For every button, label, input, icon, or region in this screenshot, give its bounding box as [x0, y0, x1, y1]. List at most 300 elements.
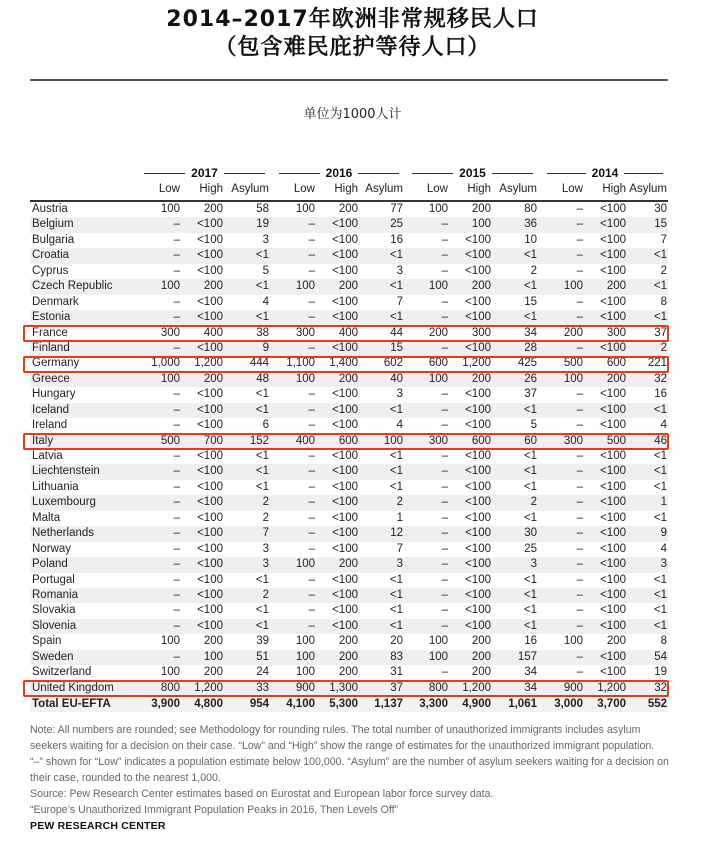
year-label: 2015 — [459, 166, 486, 180]
cell-2017-asylum: <1 — [255, 573, 269, 586]
cell-2014-asylum: 54 — [654, 650, 667, 663]
cell-2017-asylum: 38 — [256, 326, 269, 339]
cell-2014-low: 100 — [563, 372, 583, 385]
cell-2016-low: – — [308, 604, 315, 617]
cell-2016-low: – — [308, 218, 315, 231]
cell-2016-low: – — [308, 403, 315, 416]
cell-2017-asylum: 58 — [256, 203, 269, 215]
cell-2016-high: 1,400 — [329, 357, 358, 370]
column-header-low: Low — [426, 183, 448, 195]
cell-2015-low: – — [441, 480, 448, 493]
cell-2016-high: <100 — [332, 480, 358, 493]
cell-2014-high: <100 — [600, 388, 626, 401]
table-row — [30, 665, 668, 680]
table-row — [30, 356, 668, 371]
cell-2014-high: <100 — [600, 249, 626, 262]
cell-2017-high: 200 — [203, 280, 223, 293]
cell-2016-low: – — [308, 511, 315, 524]
cell-2017-low: – — [173, 419, 180, 432]
cell-2016-low: 4,100 — [286, 698, 315, 710]
title-line-1: 2014–2017年欧洲非常规移民人口 — [166, 7, 539, 32]
cell-2017-low: – — [173, 403, 180, 416]
cell-2016-low: 100 — [295, 203, 315, 215]
cell-2016-asylum: <1 — [389, 573, 403, 586]
cell-2017-high: <100 — [197, 588, 223, 601]
cell-2017-asylum: <1 — [255, 619, 269, 632]
cell-2014-asylum: <1 — [653, 573, 667, 586]
country-name: United Kingdom — [32, 681, 114, 694]
cell-2016-asylum: 16 — [390, 233, 403, 246]
cell-2016-low: – — [308, 573, 315, 586]
cell-2017-high: 1,200 — [194, 681, 223, 694]
cell-2015-asylum: <1 — [523, 511, 537, 524]
cell-2017-low: – — [173, 496, 180, 509]
country-name: Finland — [32, 341, 70, 354]
cell-2015-asylum: <1 — [523, 465, 537, 478]
cell-2014-asylum: 4 — [660, 419, 667, 432]
report-title: “Europe’s Unauthorized Immigrant Population Peaks in 2016, Then Levels Off” — [30, 804, 399, 816]
cell-2016-low: – — [308, 588, 315, 601]
cell-2016-low: 100 — [295, 666, 315, 679]
cell-2015-high: 100 — [471, 218, 491, 231]
cell-2016-low: – — [308, 388, 315, 401]
cell-2014-asylum: 30 — [654, 203, 667, 215]
cell-2014-high: <100 — [600, 619, 626, 632]
cell-2017-asylum: <1 — [255, 604, 269, 617]
cell-2015-high: 200 — [471, 666, 491, 679]
cell-2015-asylum: 80 — [524, 203, 537, 215]
table-row — [30, 557, 668, 572]
cell-2017-low: – — [173, 311, 180, 324]
cell-2014-high: <100 — [600, 542, 626, 555]
cell-2014-high: <100 — [600, 419, 626, 432]
cell-2017-high: 400 — [203, 326, 223, 339]
cell-2016-low: – — [308, 419, 315, 432]
year-header-2014 — [541, 164, 669, 182]
cell-2014-asylum: 7 — [660, 233, 667, 246]
table-row — [30, 650, 668, 665]
cell-2016-low: – — [308, 264, 315, 277]
cell-2016-asylum: 1 — [396, 511, 403, 524]
country-name: Estonia — [32, 311, 71, 324]
country-name: Italy — [32, 434, 54, 447]
column-header-low: Low — [293, 183, 315, 195]
cell-2016-asylum: <1 — [389, 619, 403, 632]
cell-2016-low: 400 — [295, 434, 315, 447]
cell-2014-high: 1,200 — [597, 681, 626, 694]
column-header-asylum: Asylum — [365, 183, 403, 195]
cell-2015-asylum: <1 — [523, 480, 537, 493]
cell-2016-high: 200 — [338, 650, 358, 663]
cell-2015-asylum: <1 — [523, 280, 537, 293]
cell-2016-high: <100 — [332, 542, 358, 555]
cell-2016-low: 300 — [295, 326, 315, 339]
table-row — [30, 387, 668, 402]
cell-2014-high: <100 — [600, 403, 626, 416]
table-row — [30, 295, 668, 310]
cell-2014-low: – — [576, 511, 583, 524]
cell-2015-low: – — [441, 218, 448, 231]
cell-2016-asylum: 83 — [390, 650, 403, 663]
cell-2014-high: <100 — [600, 218, 626, 231]
cell-2016-high: 400 — [338, 326, 358, 339]
country-name: Total EU-EFTA — [32, 698, 111, 710]
table-row — [30, 279, 668, 294]
cell-2014-low: 3,000 — [554, 698, 583, 710]
cell-2017-low: – — [173, 604, 180, 617]
cell-2014-low: – — [576, 403, 583, 416]
cell-2017-high: <100 — [197, 558, 223, 571]
immigration-table — [30, 164, 668, 712]
cell-2016-high: 200 — [338, 635, 358, 648]
cell-2015-asylum: 1,061 — [508, 698, 537, 710]
cell-2014-high: <100 — [600, 480, 626, 493]
cell-2016-high: 5,300 — [329, 698, 358, 710]
cell-2015-low: – — [441, 542, 448, 555]
country-name: Belgium — [32, 218, 74, 231]
cell-2015-asylum: 36 — [524, 218, 537, 231]
cell-2016-low: – — [308, 496, 315, 509]
cell-2015-high: 200 — [471, 650, 491, 663]
cell-2016-asylum: 31 — [390, 666, 403, 679]
country-name: France — [32, 326, 68, 339]
cell-2016-low: – — [308, 311, 315, 324]
cell-2014-high: 500 — [606, 434, 626, 447]
header-rule — [224, 173, 265, 174]
brand-label: PEW RESEARCH CENTER — [30, 820, 166, 832]
cell-2017-low: – — [173, 450, 180, 462]
cell-2015-asylum: <1 — [523, 450, 537, 462]
cell-2017-high: <100 — [197, 264, 223, 277]
cell-2016-asylum: <1 — [389, 480, 403, 493]
cell-2015-low: – — [441, 403, 448, 416]
cell-2017-low: 3,900 — [151, 698, 180, 710]
column-header-high: High — [199, 183, 223, 195]
cell-2015-low: – — [441, 311, 448, 324]
cell-2015-high: <100 — [465, 249, 491, 262]
country-name: Hungary — [32, 388, 76, 401]
cell-2017-high: <100 — [197, 619, 223, 632]
cell-2016-low: 100 — [295, 635, 315, 648]
cell-2017-low: – — [173, 249, 180, 262]
cell-2017-low: – — [173, 480, 180, 493]
cell-2016-asylum: 25 — [390, 218, 403, 231]
cell-2014-asylum: 16 — [654, 388, 667, 401]
cell-2016-asylum: 20 — [390, 635, 403, 648]
cell-2014-low: 900 — [563, 681, 583, 694]
cell-2015-low: – — [441, 465, 448, 478]
table-row — [30, 634, 668, 649]
cell-2017-high: 200 — [203, 203, 223, 215]
cell-2016-high: <100 — [332, 465, 358, 478]
cell-2016-high: <100 — [332, 588, 358, 601]
cell-2017-high: 200 — [203, 372, 223, 385]
cell-2016-asylum: <1 — [389, 465, 403, 478]
cell-2015-low: – — [441, 573, 448, 586]
cell-2017-high: 200 — [203, 635, 223, 648]
cell-2014-high: <100 — [600, 588, 626, 601]
country-name: Norway — [32, 542, 71, 555]
table-row — [30, 495, 668, 510]
year-label: 2016 — [325, 166, 353, 180]
cell-2015-asylum: <1 — [523, 311, 537, 324]
cell-2015-asylum: 25 — [524, 542, 537, 555]
table-row — [30, 619, 668, 634]
cell-2014-low: – — [576, 341, 583, 354]
cell-2014-high: <100 — [600, 295, 626, 308]
table-row — [30, 603, 668, 618]
cell-2014-asylum: 8 — [660, 635, 667, 648]
cell-2017-asylum: 7 — [262, 527, 269, 540]
cell-2015-low: 100 — [428, 280, 448, 293]
cell-2014-low: – — [576, 311, 583, 324]
cell-2016-high: 200 — [338, 558, 358, 571]
country-name: Czech Republic — [32, 280, 113, 293]
cell-2017-high: <100 — [197, 604, 223, 617]
cell-2014-high: <100 — [600, 233, 626, 246]
country-name: Bulgaria — [32, 233, 75, 246]
cell-2017-asylum: <1 — [255, 403, 269, 416]
cell-2016-high: <100 — [332, 496, 358, 509]
cell-2014-low: – — [576, 558, 583, 571]
year-header-row — [30, 164, 668, 182]
cell-2015-high: <100 — [465, 450, 491, 462]
cell-2014-asylum: 32 — [654, 681, 667, 694]
cell-2017-high: <100 — [197, 465, 223, 478]
cell-2014-asylum: <1 — [653, 480, 667, 493]
cell-2015-high: <100 — [465, 511, 491, 524]
cell-2014-asylum: <1 — [653, 619, 667, 632]
cell-2017-low: – — [173, 218, 180, 231]
cell-2015-low: 100 — [428, 650, 448, 663]
cell-2017-low: 1,000 — [151, 357, 180, 370]
cell-2016-high: <100 — [332, 218, 358, 231]
column-header-low: Low — [158, 183, 180, 195]
table-row — [30, 449, 668, 464]
cell-2016-high: 600 — [338, 434, 358, 447]
cell-2014-low: – — [576, 203, 583, 215]
cell-2016-asylum: 40 — [390, 372, 403, 385]
cell-2014-low: – — [576, 450, 583, 462]
cell-2017-asylum: <1 — [255, 280, 269, 293]
cell-2014-asylum: <1 — [653, 511, 667, 524]
cell-2016-asylum: 602 — [383, 357, 403, 370]
country-name: Netherlands — [32, 527, 95, 540]
cell-2017-asylum: <1 — [255, 388, 269, 401]
country-name: Malta — [32, 511, 61, 524]
cell-2014-asylum: <1 — [653, 249, 667, 262]
cell-2015-asylum: 2 — [530, 264, 537, 277]
cell-2017-low: – — [173, 588, 180, 601]
cell-2016-low: 100 — [295, 558, 315, 571]
cell-2015-asylum: 37 — [524, 388, 537, 401]
cell-2017-high: 4,800 — [194, 698, 223, 710]
cell-2015-asylum: <1 — [523, 573, 537, 586]
cell-2016-asylum: <1 — [389, 311, 403, 324]
table-row — [30, 310, 668, 325]
cell-2016-high: <100 — [332, 511, 358, 524]
cell-2015-high: 200 — [471, 280, 491, 293]
cell-2016-high: <100 — [332, 604, 358, 617]
cell-2016-low: 100 — [295, 650, 315, 663]
column-header-asylum: Asylum — [629, 183, 667, 195]
cell-2014-low: – — [576, 264, 583, 277]
cell-2016-high: <100 — [332, 264, 358, 277]
cell-2015-high: <100 — [465, 527, 491, 540]
cell-2017-high: <100 — [197, 419, 223, 432]
cell-2016-asylum: 4 — [396, 419, 403, 432]
country-name: Romania — [32, 588, 79, 601]
cell-2017-low: 100 — [160, 203, 180, 215]
column-header-asylum: Asylum — [499, 183, 537, 195]
cell-2016-high: <100 — [332, 341, 358, 354]
year-label: 2017 — [191, 166, 218, 180]
cell-2017-high: <100 — [197, 480, 223, 493]
cell-2017-asylum: 2 — [262, 588, 269, 601]
cell-2016-low: – — [308, 465, 315, 478]
cell-2014-high: <100 — [600, 496, 626, 509]
header-rule — [412, 173, 453, 174]
cell-2014-asylum: 2 — [660, 264, 667, 277]
notes-block — [30, 722, 670, 818]
cell-2015-low: – — [441, 666, 448, 679]
cell-2015-low: 300 — [428, 434, 448, 447]
cell-2014-low: – — [576, 588, 583, 601]
cell-2015-asylum: 425 — [517, 357, 537, 370]
cell-2014-high: <100 — [600, 527, 626, 540]
cell-2016-low: – — [308, 527, 315, 540]
cell-2015-low: 200 — [428, 326, 448, 339]
cell-2014-high: <100 — [600, 341, 626, 354]
cell-2014-low: – — [576, 573, 583, 586]
cell-2016-low: – — [308, 295, 315, 308]
cell-2014-low: – — [576, 388, 583, 401]
cell-2014-asylum: 2 — [660, 341, 667, 354]
cell-2014-high: <100 — [600, 650, 626, 663]
cell-2015-low: 3,300 — [419, 698, 448, 710]
cell-2017-low: 300 — [160, 326, 180, 339]
cell-2015-high: 1,200 — [462, 357, 491, 370]
cell-2014-high: 200 — [606, 280, 626, 293]
cell-2015-high: <100 — [465, 264, 491, 277]
cell-2017-low: 100 — [160, 280, 180, 293]
cell-2017-low: – — [173, 388, 180, 401]
cell-2017-asylum: 48 — [256, 372, 269, 385]
cell-2015-low: – — [441, 619, 448, 632]
cell-2015-low: – — [441, 588, 448, 601]
cell-2016-low: – — [308, 542, 315, 555]
country-name: Liechtenstein — [32, 465, 100, 478]
cell-2016-high: 200 — [338, 203, 358, 215]
cell-2015-asylum: 34 — [524, 326, 537, 339]
cell-2015-high: 1,200 — [462, 681, 491, 694]
cell-2014-high: 600 — [606, 357, 626, 370]
cell-2014-high: 200 — [606, 635, 626, 648]
cell-2015-high: <100 — [465, 542, 491, 555]
cell-2015-asylum: 3 — [530, 558, 537, 571]
year-header-2016 — [273, 164, 405, 182]
cell-2014-high: <100 — [600, 203, 626, 215]
table-row — [30, 341, 668, 356]
cell-2014-asylum: <1 — [653, 604, 667, 617]
cell-2015-low: – — [441, 249, 448, 262]
cell-2015-asylum: 157 — [517, 650, 537, 663]
cell-2016-high: <100 — [332, 573, 358, 586]
table-row — [30, 434, 668, 449]
cell-2017-asylum: 3 — [262, 558, 269, 571]
cell-2017-asylum: 3 — [262, 233, 269, 246]
cell-2017-high: 700 — [203, 434, 223, 447]
cell-2017-high: <100 — [197, 295, 223, 308]
cell-2016-low: – — [308, 249, 315, 262]
cell-2016-low: 1,100 — [286, 357, 315, 370]
cell-2015-low: – — [441, 496, 448, 509]
header-rule — [144, 173, 185, 174]
cell-2014-asylum: 221 — [647, 357, 667, 370]
cell-2016-asylum: <1 — [389, 403, 403, 416]
cell-2015-high: 200 — [471, 203, 491, 215]
page-title — [0, 6, 705, 62]
cell-2017-asylum: 6 — [262, 419, 269, 432]
cell-2015-low: 100 — [428, 635, 448, 648]
cell-2015-low: – — [441, 388, 448, 401]
cell-2015-low: 800 — [428, 681, 448, 694]
cell-2014-low: – — [576, 619, 583, 632]
cell-2015-low: – — [441, 419, 448, 432]
title-divider — [30, 79, 668, 81]
year-header-2015 — [406, 164, 539, 182]
cell-2015-asylum: <1 — [523, 619, 537, 632]
cell-2017-asylum: 2 — [262, 496, 269, 509]
table-row — [30, 217, 668, 232]
cell-2015-high: <100 — [465, 403, 491, 416]
cell-2014-asylum: 19 — [654, 666, 667, 679]
country-name: Greece — [32, 372, 70, 385]
country-name: Ireland — [32, 419, 68, 432]
table-row — [30, 248, 668, 263]
column-header-row — [30, 182, 668, 202]
cell-2014-low: – — [576, 666, 583, 679]
cell-2016-asylum: 15 — [390, 341, 403, 354]
cell-2016-asylum: 1,137 — [374, 698, 403, 710]
cell-2015-asylum: <1 — [523, 588, 537, 601]
country-name: Switzerland — [32, 666, 92, 679]
cell-2014-low: – — [576, 496, 583, 509]
cell-2017-low: – — [173, 527, 180, 540]
cell-2015-asylum: 2 — [530, 496, 537, 509]
cell-2016-high: 200 — [338, 666, 358, 679]
cell-2017-low: – — [173, 573, 180, 586]
cell-2016-asylum: 3 — [396, 264, 403, 277]
table-row — [30, 573, 668, 588]
cell-2016-asylum: 37 — [390, 681, 403, 694]
cell-2014-high: <100 — [600, 465, 626, 478]
cell-2017-low: 100 — [160, 372, 180, 385]
cell-2017-low: 100 — [160, 666, 180, 679]
cell-2014-low: – — [576, 542, 583, 555]
cell-2014-asylum: 32 — [654, 372, 667, 385]
header-rule — [547, 173, 586, 174]
cell-2017-asylum: 4 — [262, 295, 269, 308]
cell-2017-high: <100 — [197, 249, 223, 262]
cell-2016-asylum: <1 — [389, 588, 403, 601]
cell-2017-high: <100 — [197, 496, 223, 509]
cell-2017-asylum: 33 — [256, 681, 269, 694]
table-body — [30, 202, 668, 712]
cell-2014-low: 100 — [563, 280, 583, 293]
country-name: Portugal — [32, 573, 75, 586]
cell-2017-low: – — [173, 465, 180, 478]
